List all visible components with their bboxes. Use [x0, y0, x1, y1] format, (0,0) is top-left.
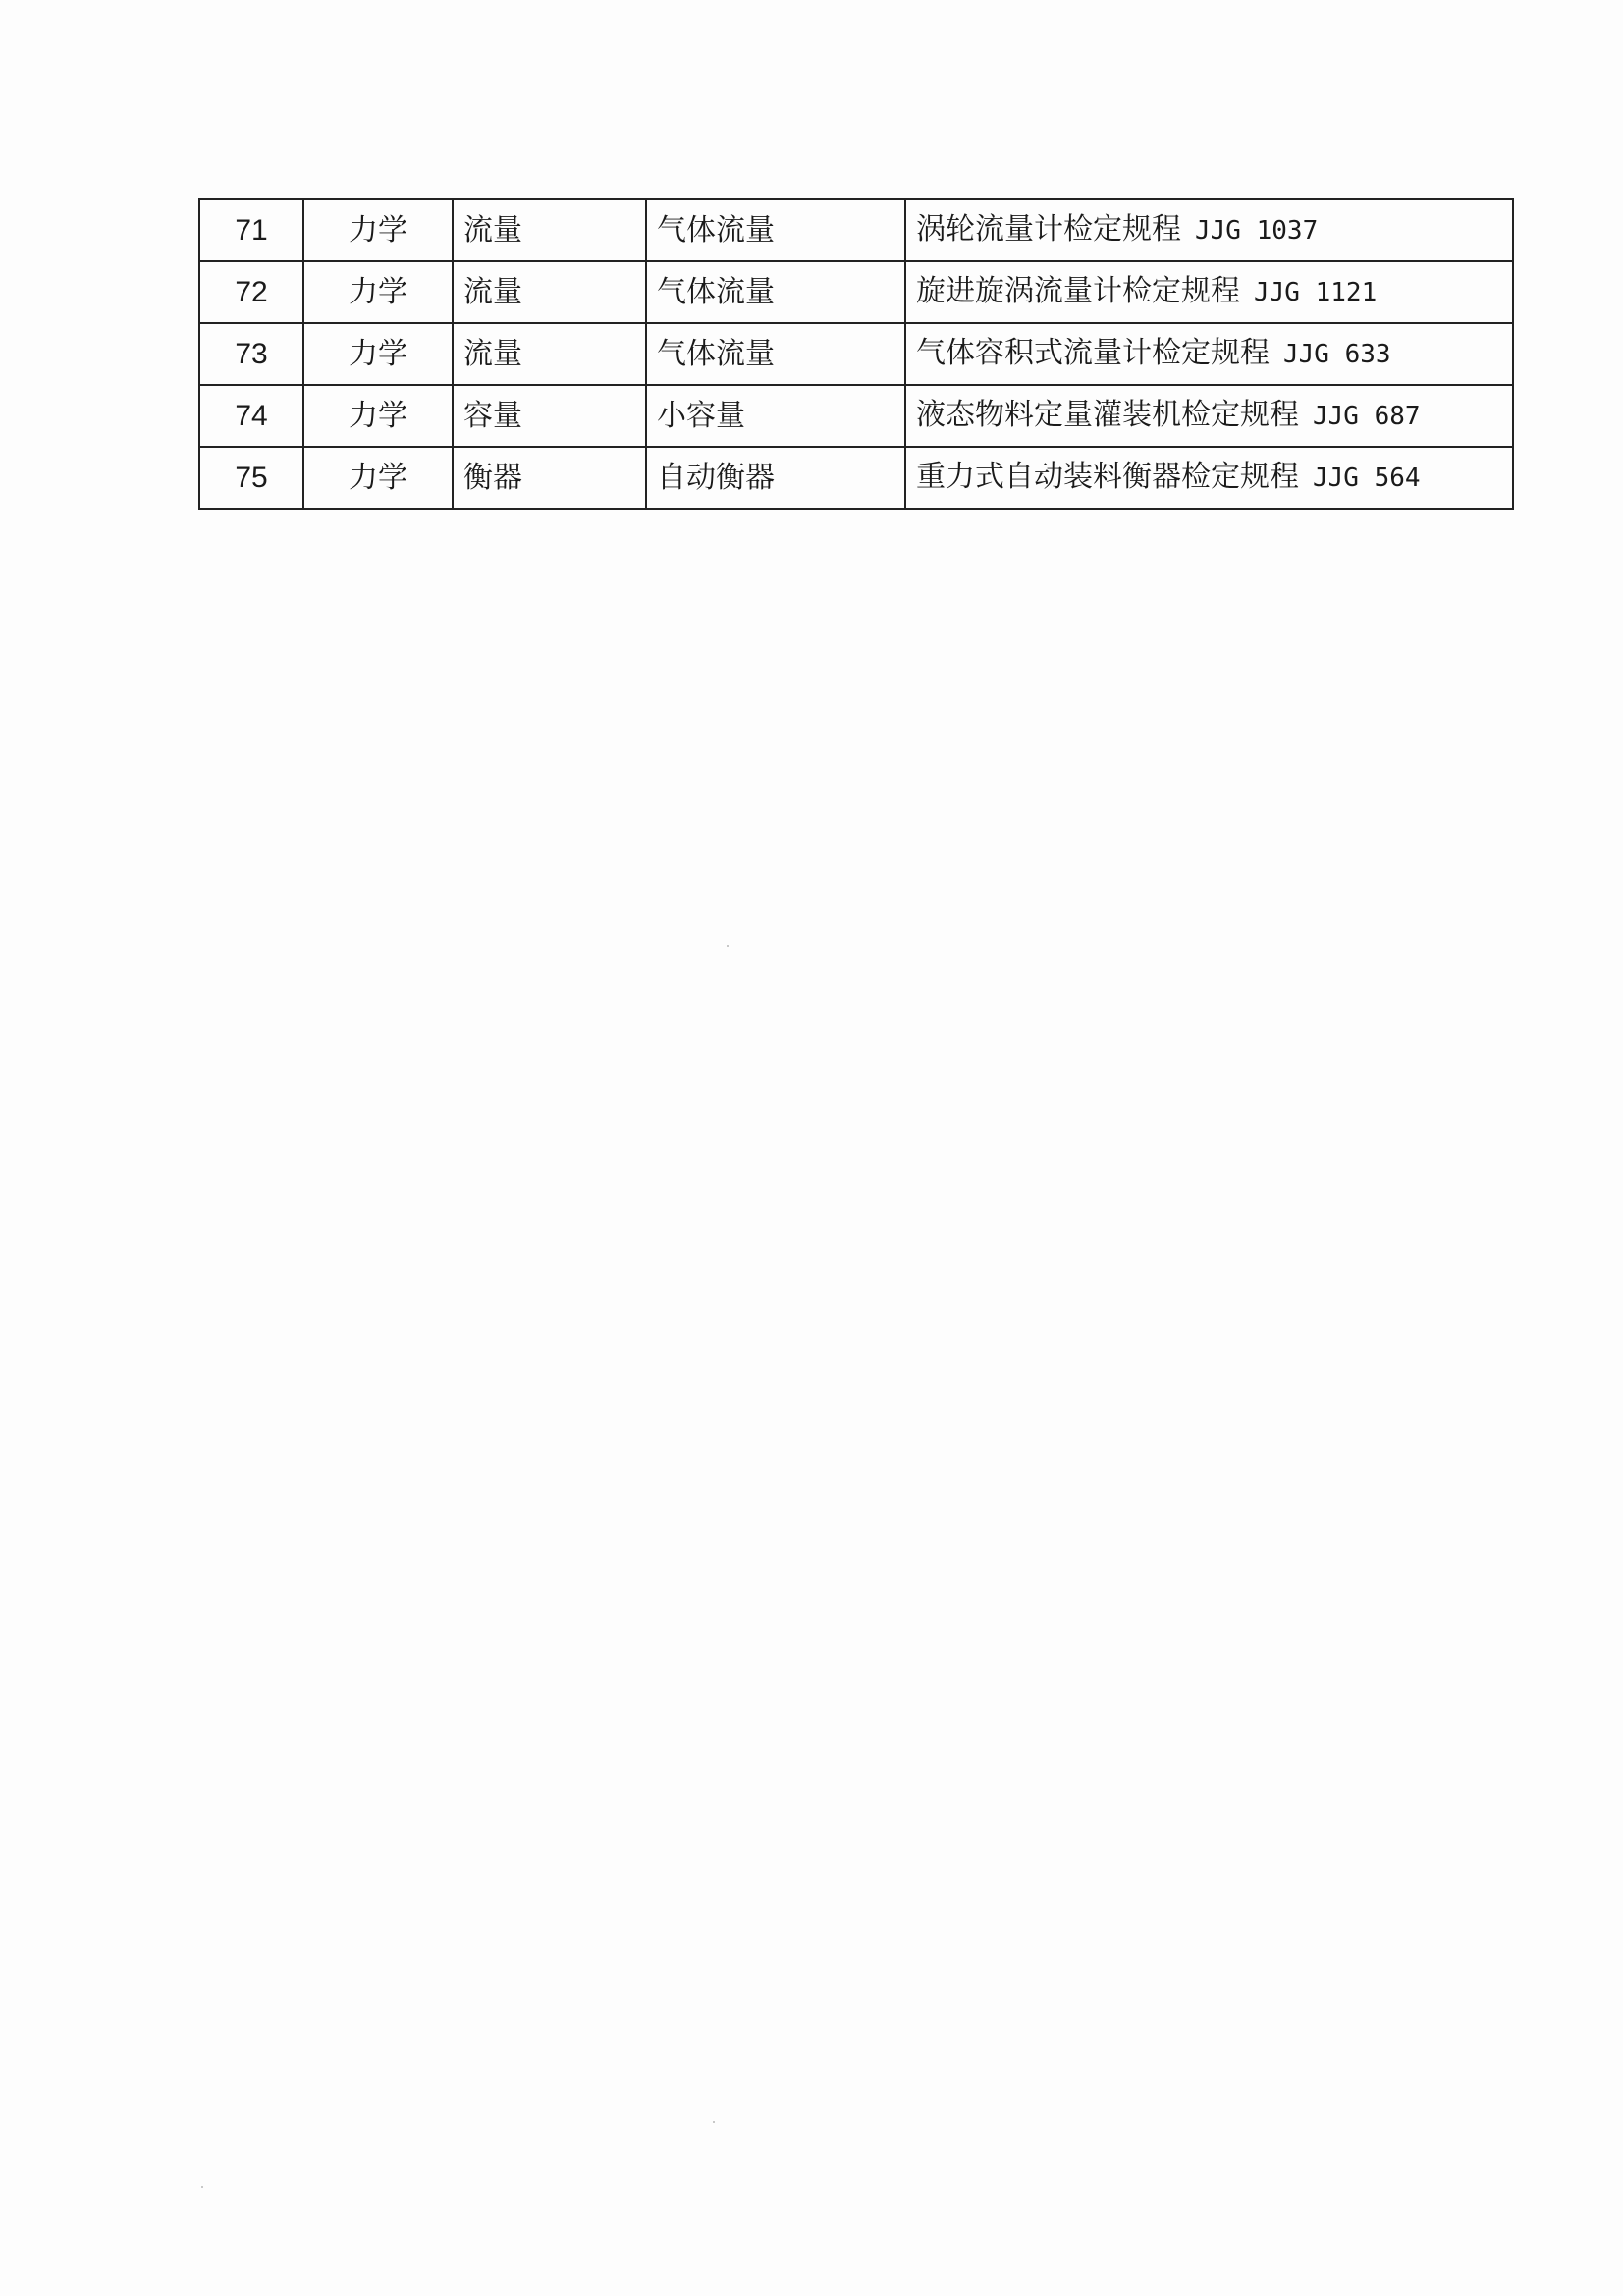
regulation-title: 涡轮流量计检定规程: [916, 212, 1181, 246]
discipline-cell: 力学: [303, 199, 453, 261]
table-row: [199, 261, 1513, 323]
category-cell: 流量: [453, 323, 646, 385]
row-number: 71: [199, 199, 303, 261]
discipline-cell: 力学: [303, 447, 453, 509]
regulation-code: JJG 1037: [1195, 216, 1319, 246]
regulation-code: JJG 1121: [1254, 278, 1378, 307]
regulation-code: JJG 633: [1283, 340, 1391, 369]
row-number: 72: [199, 261, 303, 323]
scan-speck: [713, 2121, 715, 2123]
regulation-title: 液态物料定量灌装机检定规程: [916, 398, 1299, 432]
discipline-cell: 力学: [303, 323, 453, 385]
category-cell: 流量: [453, 261, 646, 323]
scan-speck: [727, 945, 729, 947]
scan-speck: [201, 2186, 203, 2188]
category-cell: 容量: [453, 385, 646, 447]
regulation-cell: [905, 199, 1513, 261]
row-number: 74: [199, 385, 303, 447]
row-number: 75: [199, 447, 303, 509]
category-cell: 衡器: [453, 447, 646, 509]
subcategory-cell: 气体流量: [646, 261, 905, 323]
regulation-title: 旋进旋涡流量计检定规程: [916, 274, 1240, 308]
regulation-cell: [905, 385, 1513, 447]
table-row: [199, 447, 1513, 509]
regulation-code: JJG 564: [1313, 464, 1421, 493]
discipline-cell: 力学: [303, 261, 453, 323]
regulation-cell: [905, 261, 1513, 323]
table-row: [199, 323, 1513, 385]
subcategory-cell: 小容量: [646, 385, 905, 447]
regulation-table: [198, 198, 1514, 510]
discipline-cell: 力学: [303, 385, 453, 447]
regulation-cell: [905, 447, 1513, 509]
regulation-title: 气体容积式流量计检定规程: [916, 336, 1270, 370]
subcategory-cell: 气体流量: [646, 323, 905, 385]
table-row: [199, 385, 1513, 447]
table-row: [199, 199, 1513, 261]
row-number: 73: [199, 323, 303, 385]
regulation-code: JJG 687: [1313, 402, 1421, 431]
regulation-cell: [905, 323, 1513, 385]
regulation-title: 重力式自动装料衡器检定规程: [916, 460, 1299, 494]
category-cell: 流量: [453, 199, 646, 261]
subcategory-cell: 自动衡器: [646, 447, 905, 509]
subcategory-cell: 气体流量: [646, 199, 905, 261]
